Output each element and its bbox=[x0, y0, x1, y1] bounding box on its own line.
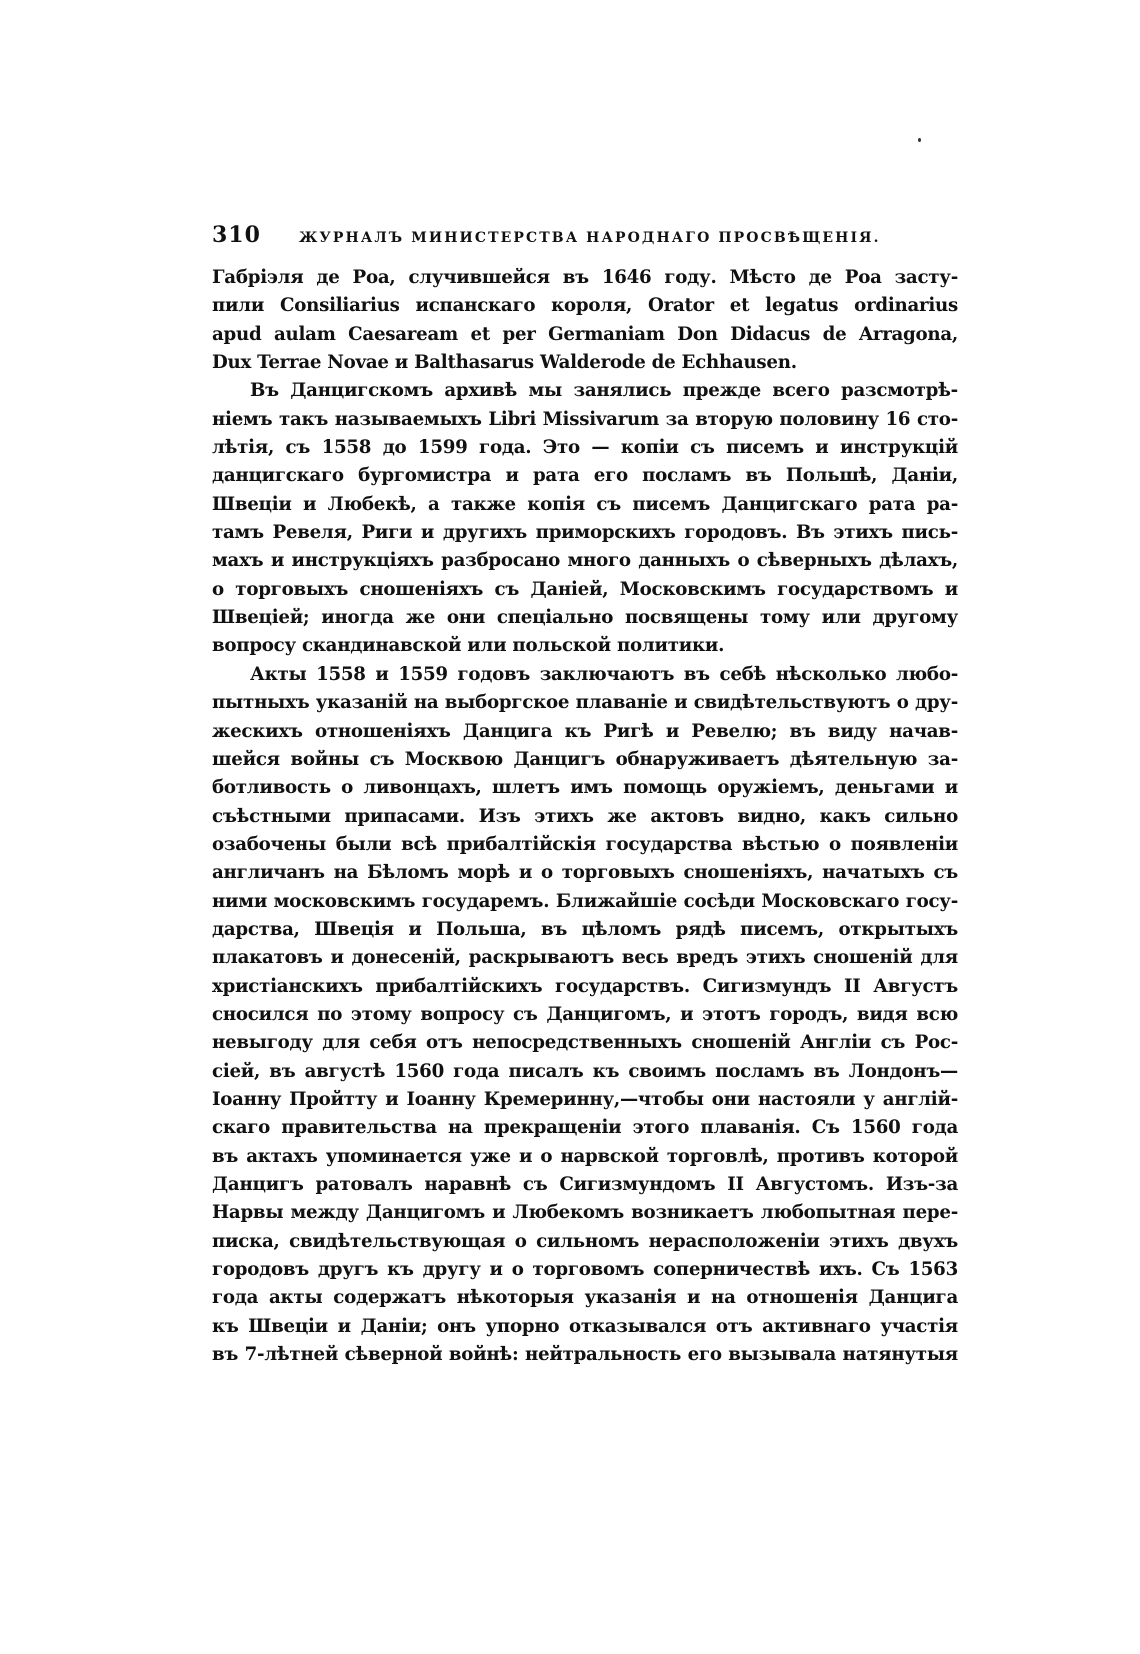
scan-speck bbox=[918, 138, 921, 142]
text-line: тамъ Ревеля, Риги и другихъ приморскихъ городовъ. Въ этихъ пись- bbox=[212, 522, 958, 544]
text-line: пили Consiliarius испанскаго короля, Orator et legatus ordinarius bbox=[212, 295, 958, 317]
text-line: Въ Данцигскомъ архивѣ мы занялись прежде всего разсмотрѣ- bbox=[250, 380, 958, 402]
text-line: Іоанну Пройтту и Іоанну Кремеринну,—чтобы они настояли у англій- bbox=[212, 1088, 958, 1110]
text-line: apud aulam Caesaream et per Germaniam Don Didacus de Arragona, bbox=[212, 323, 958, 345]
text-line: къ Швеціи и Даніи; онъ упорно отказывался отъ активнаго участія bbox=[212, 1315, 958, 1337]
body-text bbox=[212, 264, 958, 1369]
text-line: махъ и инструкціяхъ разбросано много данныхъ о сѣверныхъ дѣлахъ, bbox=[212, 550, 958, 572]
text-line: съѣстными припасами. Изъ этихъ же актовъ видно, какъ сильно bbox=[212, 805, 958, 827]
text-line: ботливость о ливонцахъ, шлетъ имъ помощь оружіемъ, деньгами и bbox=[212, 777, 958, 799]
text-line: о торговыхъ сношеніяхъ съ Даніей, Московскимъ государствомъ и bbox=[212, 578, 958, 600]
text-line: ніемъ такъ называемыхъ Libri Missivarum за вторую половину 16 сто- bbox=[212, 408, 958, 430]
text-line: городовъ другъ къ другу и о торговомъ соперничествѣ ихъ. Съ 1563 bbox=[212, 1259, 958, 1281]
text-line: жескихъ отношеніяхъ Данцига къ Ригѣ и Ревелю; въ виду начав- bbox=[212, 720, 958, 742]
text-line: плакатовъ и донесеній, раскрываютъ весь вредъ этихъ сношеній для bbox=[212, 947, 958, 969]
text-line: ними московскимъ государемъ. Ближайшіе сосѣди Московскаго госу- bbox=[212, 890, 958, 912]
text-line: Акты 1558 и 1559 годовъ заключаютъ въ себѣ нѣсколько любо- bbox=[250, 663, 958, 685]
paragraph-1 bbox=[212, 264, 958, 377]
page-header bbox=[212, 222, 958, 252]
page-number: 310 bbox=[212, 222, 261, 248]
text-line: скаго правительства на прекращеніи этого плаванія. Съ 1560 года bbox=[212, 1117, 958, 1139]
text-line: англичанъ на Бѣломъ морѣ и о торговыхъ сношеніяхъ, начатыхъ съ bbox=[212, 862, 958, 884]
paragraph-2 bbox=[212, 377, 958, 660]
text-line: Габріэля де Роа, случившейся въ 1646 году. Мѣсто де Роа засту- bbox=[212, 267, 958, 288]
text-line: писка, свидѣтельствующая о сильномъ нерасположеніи этихъ двухъ bbox=[212, 1230, 958, 1252]
paragraph-3 bbox=[212, 661, 958, 1370]
running-title: ЖУРНАЛЪ МИНИСТЕРСТВА НАРОДНАГО ПРОСВѢЩЕНІЯ. bbox=[298, 230, 881, 246]
text-line: Швеціей; иногда же они спеціально посвящены тому или другому bbox=[212, 607, 958, 629]
text-line: данцигскаго бургомистра и рата его посламъ въ Польшѣ, Даніи, bbox=[212, 465, 958, 487]
text-line: въ 7-лѣтней сѣверной войнѣ: нейтральность его вызывала натянутыя bbox=[212, 1344, 958, 1366]
text-line: дарства, Швеція и Польша, въ цѣломъ рядѣ писемъ, открытыхъ bbox=[212, 918, 958, 940]
text-line: Данцигъ ратовалъ наравнѣ съ Сигизмундомъ II Августомъ. Изъ-за bbox=[212, 1174, 958, 1195]
text-line: Нарвы между Данцигомъ и Любекомъ возникаетъ любопытная пере- bbox=[212, 1202, 958, 1224]
text-line: Dux Terrae Novae и Balthasarus Walderode de Echhausen. bbox=[212, 352, 797, 374]
text-line: Швеціи и Любекѣ, а также копія съ писемъ Данцигскаго рата ра- bbox=[212, 493, 958, 515]
text-line: сносился по этому вопросу съ Данцигомъ, и этотъ городъ, видя всю bbox=[212, 1003, 958, 1025]
text-line: вопросу скандинавской или польской политики. bbox=[212, 635, 725, 657]
text-line: озабочены были всѣ прибалтійскія государства вѣстью о появленіи bbox=[212, 833, 958, 855]
text-line: сіей, въ августѣ 1560 года писалъ къ своимъ посламъ въ Лондонъ— bbox=[212, 1060, 958, 1082]
text-line: лѣтія, съ 1558 до 1599 года. Это — копіи съ писемъ и инструкцій bbox=[212, 437, 958, 459]
text-line: христіанскихъ прибалтійскихъ государствъ. Сигизмундъ II Августъ bbox=[212, 975, 958, 997]
text-line: года акты содержатъ нѣкоторыя указанія и на отношенія Данцига bbox=[212, 1287, 958, 1309]
text-line: невыгоду для себя отъ непосредственныхъ сношеній Англіи съ Рос- bbox=[212, 1032, 958, 1054]
text-line: въ актахъ упоминается уже и о нарвской торговлѣ, противъ которой bbox=[212, 1145, 958, 1167]
text-line: пытныхъ указаній на выборгское плаваніе и свидѣтельствуютъ о дру- bbox=[212, 692, 958, 714]
text-line: шейся войны съ Москвою Данцигъ обнаруживаетъ дѣятельную за- bbox=[212, 748, 958, 770]
